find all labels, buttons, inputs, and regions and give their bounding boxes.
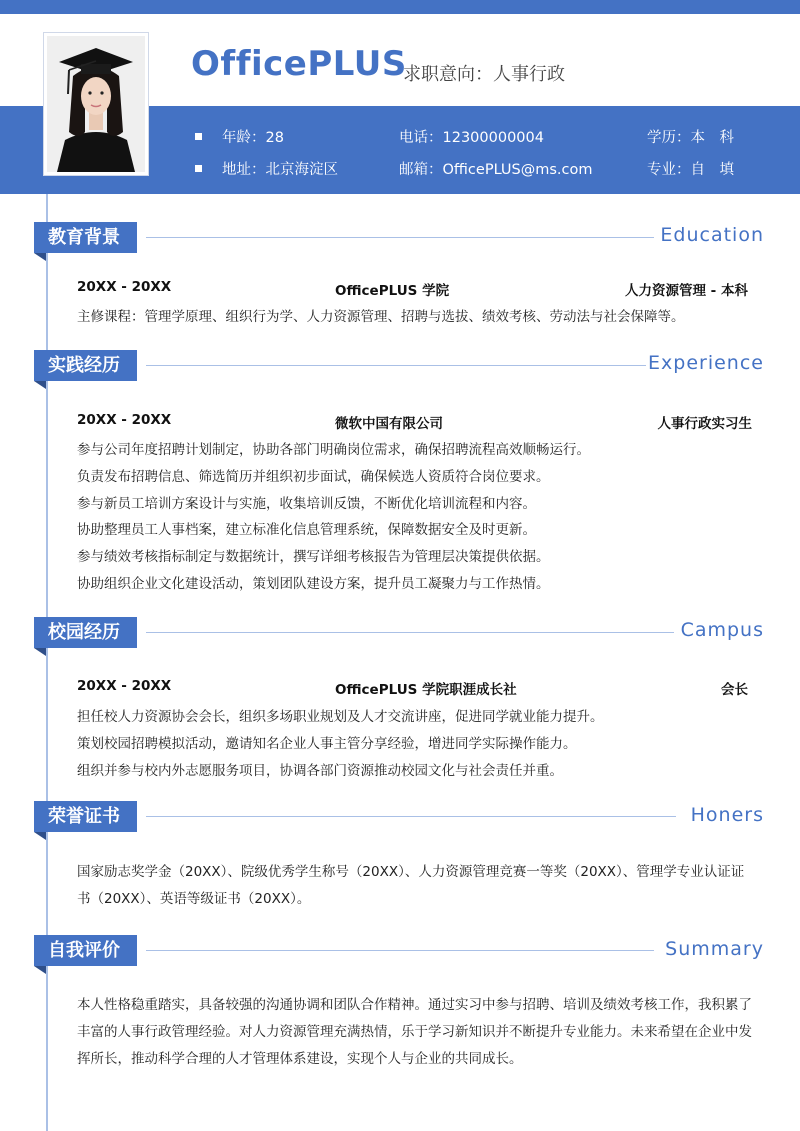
campus-item: 组织并参与校内外志愿服务项目，协调各部门资源推动校园文化与社会责任并重。 — [77, 763, 563, 779]
experience-item: 协助整理员工人事档案，建立标准化信息管理系统，保障数据安全及时更新。 — [77, 522, 536, 538]
education-level-text: 学历：本 科 — [647, 130, 734, 146]
profile-photo — [47, 36, 145, 172]
section-en-honors: Honers — [690, 804, 764, 826]
phone-text: 电话：12300000004 — [399, 130, 544, 146]
honors-text: 国家励志奖学金（20XX）、院级优秀学生称号（20XX）、人力资源管理竞赛一等奖（20XX）、管理学专业认证证书（20XX）、英语等级证书（20XX）。 — [77, 864, 745, 907]
experience-item: 参与公司年度招聘计划制定，协助各部门明确岗位需求，确保招聘流程高效顺畅运行。 — [77, 442, 590, 458]
experience-period: 20XX - 20XX — [77, 412, 172, 428]
section-en-summary: Summary — [665, 938, 764, 960]
section-en-education: Education — [660, 224, 764, 246]
section-rule — [146, 237, 654, 238]
section-en-campus: Campus — [680, 619, 764, 641]
section-en-experience: Experience — [648, 352, 764, 374]
experience-item: 负责发布招聘信息、筛选简历并组织初步面试，确保候选人资质符合岗位要求。 — [77, 469, 550, 485]
info-age — [195, 126, 284, 147]
bullet-square-icon — [195, 133, 202, 140]
campus-item: 策划校园招聘模拟活动，邀请知名企业人事主管分享经验，增进同学实际操作能力。 — [77, 736, 577, 752]
major-text: 专业：自 填 — [647, 162, 734, 178]
education-degree: 人力资源管理 - 本科 — [624, 283, 748, 299]
section-rule — [146, 365, 646, 366]
section-rule — [146, 816, 676, 817]
experience-company: 微软中国有限公司 — [335, 416, 443, 432]
campus-role: 会长 — [721, 682, 748, 698]
experience-item: 参与新员工培训方案设计与实施，收集培训反馈，不断优化培训流程和内容。 — [77, 496, 536, 512]
candidate-name: OfficePLUS — [191, 44, 407, 84]
experience-row — [77, 412, 752, 432]
campus-org: OfficePLUS 学院职涯成长社 — [335, 682, 517, 698]
email-text: 邮箱：OfficePLUS@ms.com — [399, 162, 593, 178]
top-accent-bar — [0, 0, 800, 14]
section-title-honors: 荣誉证书 — [34, 801, 137, 832]
section-title-education: 教育背景 — [34, 222, 137, 253]
education-row — [77, 279, 752, 299]
age-text: 年龄：28 — [222, 130, 284, 146]
campus-period: 20XX - 20XX — [77, 678, 172, 694]
experience-role: 人事行政实习生 — [657, 416, 752, 432]
experience-item: 协助组织企业文化建设活动，策划团队建设方案，提升员工凝聚力与工作热情。 — [77, 576, 550, 592]
section-rule — [146, 950, 654, 951]
summary-text: 本人性格稳重踏实，具备较强的沟通协调和团队合作精神。通过实习中参与招聘、培训及绩效考核工作，我积累了丰富的人事行政管理经验。对人力资源管理充满热情，乐于学习新知识并不断提升专业能力。未来希望在企业中发挥所长，推动科学合理的人才管理体系建设，实现个人与企业的共同成长。 — [77, 997, 752, 1067]
info-address — [195, 158, 338, 179]
section-title-campus: 校园经历 — [34, 617, 137, 648]
section-title-experience: 实践经历 — [34, 350, 137, 381]
education-school: OfficePLUS 学院 — [335, 283, 450, 299]
timeline-line — [46, 194, 48, 1131]
profile-photo-frame — [43, 32, 149, 176]
address-text: 地址：北京海淀区 — [222, 162, 338, 178]
graduate-portrait-image — [47, 36, 145, 172]
campus-item: 担任校人力资源协会会长，组织多场职业规划及人才交流讲座，促进同学就业能力提升。 — [77, 709, 604, 725]
section-rule — [146, 632, 674, 633]
experience-item: 参与绩效考核指标制定与数据统计，撰写详细考核报告为管理层决策提供依据。 — [77, 549, 550, 565]
section-title-summary: 自我评价 — [34, 935, 137, 966]
campus-row — [77, 678, 752, 698]
education-courses: 主修课程：管理学原理、组织行为学、人力资源管理、招聘与选拔、绩效考核、劳动法与社会保障等。 — [77, 309, 685, 325]
education-period: 20XX - 20XX — [77, 279, 172, 295]
job-intent: 求职意向：人事行政 — [403, 64, 565, 85]
bullet-square-icon — [195, 165, 202, 172]
